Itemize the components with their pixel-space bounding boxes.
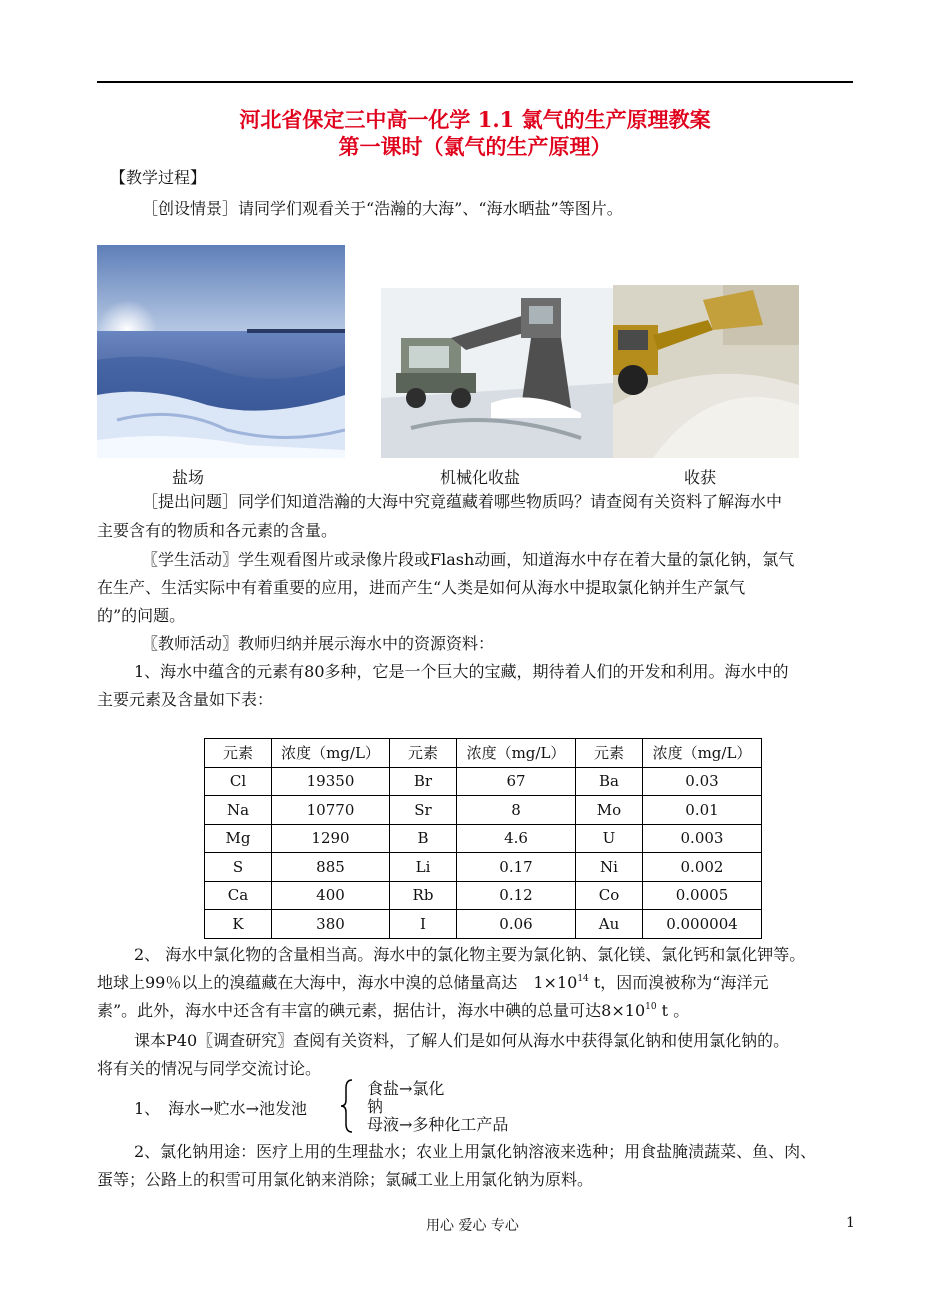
salt-field-photo bbox=[97, 245, 345, 458]
flow-branch-top-cont: 钠 bbox=[367, 1097, 384, 1116]
page-number: 1 bbox=[846, 1215, 855, 1231]
table-header-cell: 元素 bbox=[390, 739, 457, 768]
table-cell: K bbox=[205, 910, 272, 939]
photo-caption-harvest: 收获 bbox=[684, 468, 717, 487]
textbook-line1: 课本P40〖调查研究〗查阅有关资料，了解人们是如何从海水中获得氯化钠和使用氯化钠的。 bbox=[134, 1031, 790, 1050]
table-cell: B bbox=[390, 824, 457, 853]
seawater-element-table bbox=[204, 738, 762, 939]
table-cell: 0.01 bbox=[643, 796, 762, 825]
flow-left: 1、 海水→贮水→池发池 bbox=[134, 1099, 307, 1118]
table-row bbox=[205, 881, 762, 910]
table-cell: Mo bbox=[576, 796, 643, 825]
intro-paragraph: ［创设情景］请同学们观看关于“浩瀚的大海”、“海水晒盐”等图片。 bbox=[142, 199, 623, 218]
table-cell: 0.17 bbox=[457, 853, 576, 882]
table-row bbox=[205, 767, 762, 796]
uses-line2: 蛋等；公路上的积雪可用氯化钠来消除；氯碱工业上用氯化钠为原料。 bbox=[97, 1170, 594, 1189]
table-cell: 400 bbox=[272, 881, 390, 910]
item2-line1: 2、 海水中氯化物的含量相当高。海水中的氯化物主要为氯化钠、氯化镁、氯化钙和氯化钾等。 bbox=[134, 945, 806, 964]
table-cell: 10770 bbox=[272, 796, 390, 825]
table-row bbox=[205, 853, 762, 882]
table-header-cell: 浓度（mg/L） bbox=[643, 739, 762, 768]
curly-brace-icon bbox=[340, 1078, 354, 1134]
question-paragraph-line1: ［提出问题］同学们知道浩瀚的大海中究竟蕴藏着哪些物质吗？请查阅有关资料了解海水中 bbox=[142, 492, 783, 511]
table-header-cell: 浓度（mg/L） bbox=[457, 739, 576, 768]
table-cell: 380 bbox=[272, 910, 390, 939]
table-cell: Ca bbox=[205, 881, 272, 910]
table-cell: Na bbox=[205, 796, 272, 825]
table-cell: Co bbox=[576, 881, 643, 910]
question-paragraph-line2: 主要含有的物质和各元素的含量。 bbox=[97, 521, 338, 540]
table-cell: Au bbox=[576, 910, 643, 939]
table-cell: I bbox=[390, 910, 457, 939]
table-cell: 8 bbox=[457, 796, 576, 825]
table-cell: Br bbox=[390, 767, 457, 796]
photo-caption-salt-field: 盐场 bbox=[172, 468, 205, 487]
table-cell: 19350 bbox=[272, 767, 390, 796]
table-cell: Ba bbox=[576, 767, 643, 796]
student-activity-line2: 在生产、生活实际中有着重要的应用，进而产生“人类是如何从海水中提取氯化钠并生产氯气 bbox=[97, 578, 746, 597]
table-cell: Rb bbox=[390, 881, 457, 910]
table-header-cell: 元素 bbox=[205, 739, 272, 768]
table-cell: 1290 bbox=[272, 824, 390, 853]
header-rule bbox=[97, 81, 853, 83]
item1-line1: 1、海水中蕴含的元素有80多种，它是一个巨大的宝藏，期待着人们的开发和利用。海水中的 bbox=[134, 662, 789, 681]
item2-line3: 素”。此外，海水中还含有丰富的碘元素，据估计，海水中碘的总量可达$8\times 10^{10}$ t 。 bbox=[97, 1001, 690, 1020]
document-title: 河北省保定三中高一化学 1.1 氯气的生产原理教案 bbox=[239, 107, 711, 132]
flow-branch-bottom: 母液→多种化工产品 bbox=[367, 1115, 509, 1134]
document-subtitle: 第一课时（氯气的生产原理） bbox=[338, 134, 612, 159]
photo-caption-harvester: 机械化收盐 bbox=[440, 468, 521, 487]
table-cell: Ni bbox=[576, 853, 643, 882]
teacher-activity: 〖教师活动〗教师归纳并展示海水中的资源资料： bbox=[142, 634, 495, 653]
item2-line2: 地球上99％以上的溴蕴藏在大海中，海水中溴的总储量高达 $1\times 10^{14}$ t，因而溴被称为“海洋元 bbox=[97, 973, 769, 992]
table-row bbox=[205, 796, 762, 825]
table-header-cell: 浓度（mg/L） bbox=[272, 739, 390, 768]
uses-line1: 2、氯化钠用途：医疗上用的生理盐水；农业上用氯化钠溶液来选种；用食盐腌渍蔬菜、鱼、肉、 bbox=[134, 1142, 817, 1161]
table-cell: 67 bbox=[457, 767, 576, 796]
item1-line2: 主要元素及含量如下表： bbox=[97, 690, 274, 709]
table-cell: 0.0005 bbox=[643, 881, 762, 910]
salt-harvester-photo bbox=[381, 288, 613, 458]
table-cell: U bbox=[576, 824, 643, 853]
table-cell: 0.06 bbox=[457, 910, 576, 939]
section-heading: 【教学过程】 bbox=[110, 168, 207, 187]
table-cell: Cl bbox=[205, 767, 272, 796]
table-row bbox=[205, 910, 762, 939]
table-cell: 885 bbox=[272, 853, 390, 882]
flow-branch-top: 食盐→氯化 bbox=[367, 1079, 445, 1098]
table-cell: 0.000004 bbox=[643, 910, 762, 939]
salt-loader-photo bbox=[613, 285, 799, 458]
student-activity-line3: 的”的问题。 bbox=[97, 606, 186, 625]
table-cell: Mg bbox=[205, 824, 272, 853]
table-cell: 4.6 bbox=[457, 824, 576, 853]
textbook-line2: 将有关的情况与同学交流讨论。 bbox=[97, 1059, 322, 1078]
table-row bbox=[205, 824, 762, 853]
student-activity-line1: 〖学生活动〗学生观看图片或录像片段或Flash动画，知道海水中存在着大量的氯化钠，氯气 bbox=[142, 550, 795, 569]
table-header-cell: 元素 bbox=[576, 739, 643, 768]
table-cell: Sr bbox=[390, 796, 457, 825]
table-cell: 0.002 bbox=[643, 853, 762, 882]
table-cell: 0.12 bbox=[457, 881, 576, 910]
table-cell: 0.003 bbox=[643, 824, 762, 853]
table-cell: Li bbox=[390, 853, 457, 882]
table-cell: S bbox=[205, 853, 272, 882]
table-header-row bbox=[205, 739, 762, 768]
table-cell: 0.03 bbox=[643, 767, 762, 796]
footer-motto: 用心 爱心 专心 bbox=[426, 1218, 519, 1234]
